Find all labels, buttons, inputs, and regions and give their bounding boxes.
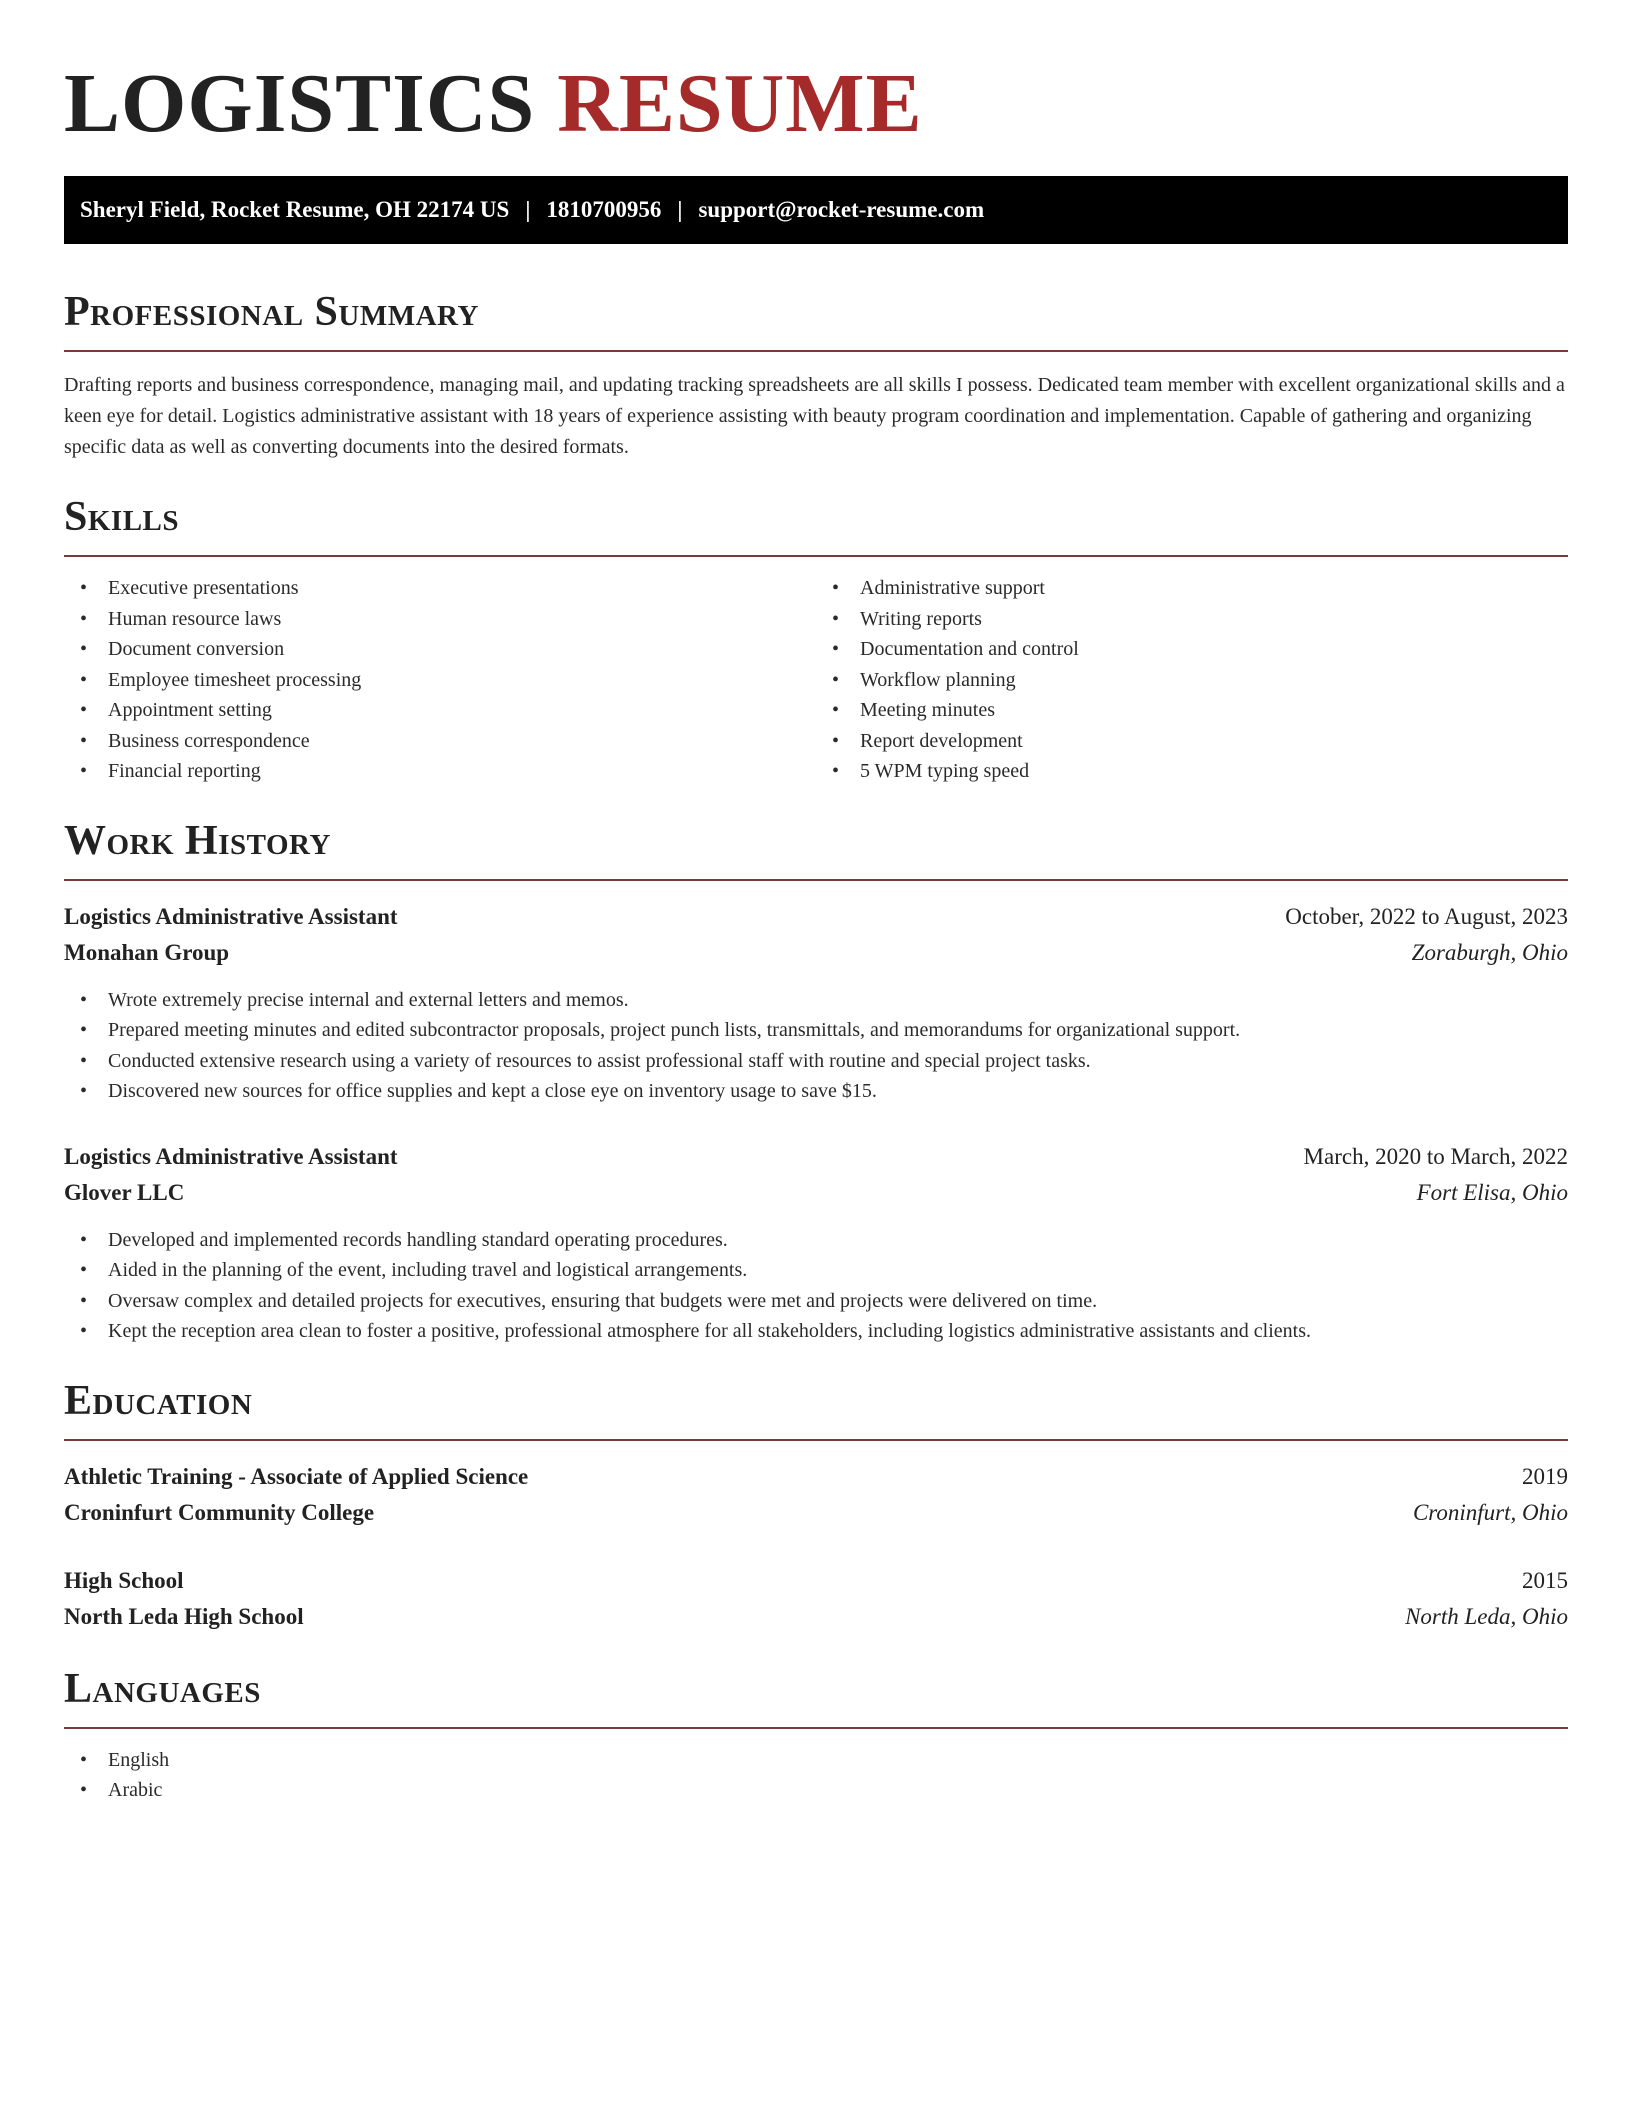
skill-item	[816, 634, 1568, 665]
bullet-dot-icon: •	[832, 577, 840, 599]
job-header-row	[64, 1139, 1568, 1175]
languages-section	[64, 1665, 1568, 1806]
title-first-word: LOGISTICS	[64, 57, 536, 150]
bullet-dot-icon: •	[80, 1019, 88, 1041]
education-section	[64, 1377, 1568, 1635]
bullet-dot-icon: •	[832, 729, 840, 752]
list-item-text: Appointment setting	[108, 699, 272, 721]
job-entry	[64, 899, 1568, 1107]
contact-phone: 1810700956	[546, 197, 662, 222]
summary-section	[64, 288, 1568, 463]
education-year: 2015	[1522, 1567, 1568, 1593]
bullet-dot-icon: •	[80, 1779, 88, 1801]
languages-list	[64, 1745, 1568, 1806]
job-bullet	[64, 985, 1568, 1016]
bullet-dot-icon: •	[80, 729, 88, 752]
bullet-dot-icon: •	[80, 607, 88, 630]
education-list	[64, 1459, 1568, 1635]
list-item-text: Kept the reception area clean to foster a positive, professional atmosphere for all stakeholders, including logistics administrative assistants and clients.	[108, 1320, 1311, 1342]
list-item-text: Employee timesheet processing	[108, 668, 362, 691]
work-history-heading: Work History	[64, 817, 331, 864]
list-item-text: Discovered new sources for office supplies and kept a close eye on inventory usage to save $15.	[108, 1080, 877, 1102]
job-bullet	[64, 1225, 1568, 1256]
job-bullet	[64, 1076, 1568, 1107]
job-company: Glover LLC	[64, 1179, 185, 1205]
section-divider	[64, 879, 1568, 881]
education-school: Croninfurt Community College	[64, 1499, 375, 1525]
skills-heading: Skills	[64, 494, 180, 540]
list-item-text: 5 WPM typing speed	[860, 760, 1030, 782]
contact-address: Sheryl Field, Rocket Resume, OH 22174 US	[80, 197, 510, 222]
job-bullet	[64, 1316, 1568, 1347]
summary-heading: Professional Summary	[64, 289, 479, 335]
education-school-row	[64, 1495, 1568, 1531]
list-item-text: Aided in the planning of the event, including travel and logistical arrangements.	[108, 1259, 748, 1281]
skill-item	[64, 756, 816, 787]
job-location: Zoraburgh, Ohio	[1411, 939, 1568, 965]
job-entry	[64, 1139, 1568, 1347]
list-item-text: Arabic	[108, 1779, 163, 1801]
section-divider	[64, 555, 1568, 557]
skill-item	[816, 604, 1568, 635]
bullet-dot-icon: •	[80, 1049, 88, 1072]
list-item-text: English	[108, 1748, 170, 1771]
job-company: Monahan Group	[64, 939, 230, 965]
bullet-dot-icon: •	[80, 760, 88, 782]
education-location: Croninfurt, Ohio	[1412, 1499, 1568, 1525]
list-item-text: Developed and implemented records handling standard operating procedures.	[108, 1228, 728, 1251]
title-second-word: RESUME	[557, 57, 923, 150]
contact-separator: |	[677, 197, 683, 222]
job-list	[64, 899, 1568, 1347]
skill-item	[64, 604, 816, 635]
skill-item	[816, 695, 1568, 726]
job-bullet-list	[64, 985, 1568, 1107]
languages-heading: Languages	[64, 1665, 261, 1712]
job-bullet-list	[64, 1225, 1568, 1347]
bullet-dot-icon: •	[80, 1748, 88, 1771]
work-history-section	[64, 817, 1568, 1347]
job-title: Logistics Administrative Assistant	[64, 1143, 398, 1169]
bullet-dot-icon: •	[832, 638, 840, 660]
education-degree-row	[64, 1563, 1568, 1599]
education-school-row	[64, 1599, 1568, 1635]
skill-item	[64, 634, 816, 665]
bullet-dot-icon: •	[832, 668, 840, 691]
bullet-dot-icon: •	[832, 607, 840, 630]
list-item-text: Conducted extensive research using a variety of resources to assist professional staff with routine and special project tasks.	[108, 1049, 1091, 1072]
job-dates: March, 2020 to March, 2022	[1303, 1143, 1568, 1169]
list-item-text: Report development	[860, 729, 1023, 752]
list-item-text: Oversaw complex and detailed projects for executives, ensuring that budgets were met and projects were delivered on time.	[108, 1289, 1098, 1312]
list-item-text: Human resource laws	[108, 607, 282, 630]
skill-item	[816, 726, 1568, 757]
list-item-text: Wrote extremely precise internal and external letters and memos.	[108, 988, 629, 1011]
skill-item	[816, 756, 1568, 787]
list-item-text: Prepared meeting minutes and edited subcontractor proposals, project punch lists, transmittals, and memorandums for organizational support.	[108, 1019, 1241, 1041]
bullet-dot-icon: •	[80, 988, 88, 1011]
education-degree: Athletic Training - Associate of Applied Science	[64, 1463, 529, 1489]
skills-grid	[64, 573, 1568, 787]
contact-bar	[64, 176, 1568, 244]
job-location: Fort Elisa, Ohio	[1416, 1179, 1568, 1205]
list-item-text: Administrative support	[860, 577, 1045, 599]
bullet-dot-icon: •	[80, 577, 88, 599]
skill-item	[816, 573, 1568, 604]
section-divider	[64, 350, 1568, 352]
bullet-dot-icon: •	[832, 760, 840, 782]
education-school: North Leda High School	[64, 1603, 304, 1629]
job-dates: October, 2022 to August, 2023	[1285, 903, 1568, 929]
list-item-text: Business correspondence	[108, 729, 310, 752]
skill-item	[64, 695, 816, 726]
resume-title	[64, 58, 1568, 150]
education-degree-row	[64, 1459, 1568, 1495]
skills-column-right	[816, 573, 1568, 787]
education-entry	[64, 1459, 1568, 1531]
bullet-dot-icon: •	[80, 699, 88, 721]
job-bullet	[64, 1286, 1568, 1317]
job-bullet	[64, 1046, 1568, 1077]
list-item-text: Meeting minutes	[860, 699, 995, 721]
list-item-text: Document conversion	[108, 638, 285, 660]
job-company-row	[64, 1175, 1568, 1211]
bullet-dot-icon: •	[80, 668, 88, 691]
bullet-dot-icon: •	[832, 699, 840, 721]
list-item-text: Writing reports	[860, 607, 982, 630]
job-title: Logistics Administrative Assistant	[64, 903, 398, 929]
skill-item	[816, 665, 1568, 696]
education-heading: Education	[64, 1377, 253, 1424]
bullet-dot-icon: •	[80, 1228, 88, 1251]
job-bullet	[64, 1255, 1568, 1286]
education-location: North Leda, Ohio	[1405, 1603, 1568, 1629]
education-year: 2019	[1522, 1463, 1568, 1489]
skill-item	[64, 726, 816, 757]
bullet-dot-icon: •	[80, 1289, 88, 1312]
contact-separator: |	[525, 197, 531, 222]
list-item-text: Financial reporting	[108, 760, 261, 782]
list-item-text: Executive presentations	[108, 577, 299, 599]
education-entry	[64, 1563, 1568, 1635]
skill-item	[64, 573, 816, 604]
education-degree: High School	[64, 1567, 184, 1593]
language-item	[64, 1775, 1568, 1806]
skill-item	[64, 665, 816, 696]
bullet-dot-icon: •	[80, 638, 88, 660]
skills-column-left	[64, 573, 816, 787]
job-company-row	[64, 935, 1568, 971]
list-item-text: Workflow planning	[860, 668, 1016, 691]
list-item-text: Documentation and control	[860, 638, 1079, 660]
bullet-dot-icon: •	[80, 1320, 88, 1342]
bullet-dot-icon: •	[80, 1080, 88, 1102]
bullet-dot-icon: •	[80, 1259, 88, 1281]
contact-email: support@rocket-resume.com	[698, 197, 985, 222]
section-divider	[64, 1727, 1568, 1729]
summary-text: Drafting reports and business correspondence, managing mail, and updating tracking spreadsheets are all skills I possess. Dedicated team member with excellent organizational skills and a keen eye for detail. Logistics administrative assistant with 18 years of experience assisting with beauty program coordination and implementation. Capable of gathering and organizing specific data as well as converting documents into the desired formats.	[64, 374, 1565, 458]
section-divider	[64, 1439, 1568, 1441]
skills-section	[64, 493, 1568, 787]
language-item	[64, 1745, 1568, 1776]
job-header-row	[64, 899, 1568, 935]
job-bullet	[64, 1015, 1568, 1046]
